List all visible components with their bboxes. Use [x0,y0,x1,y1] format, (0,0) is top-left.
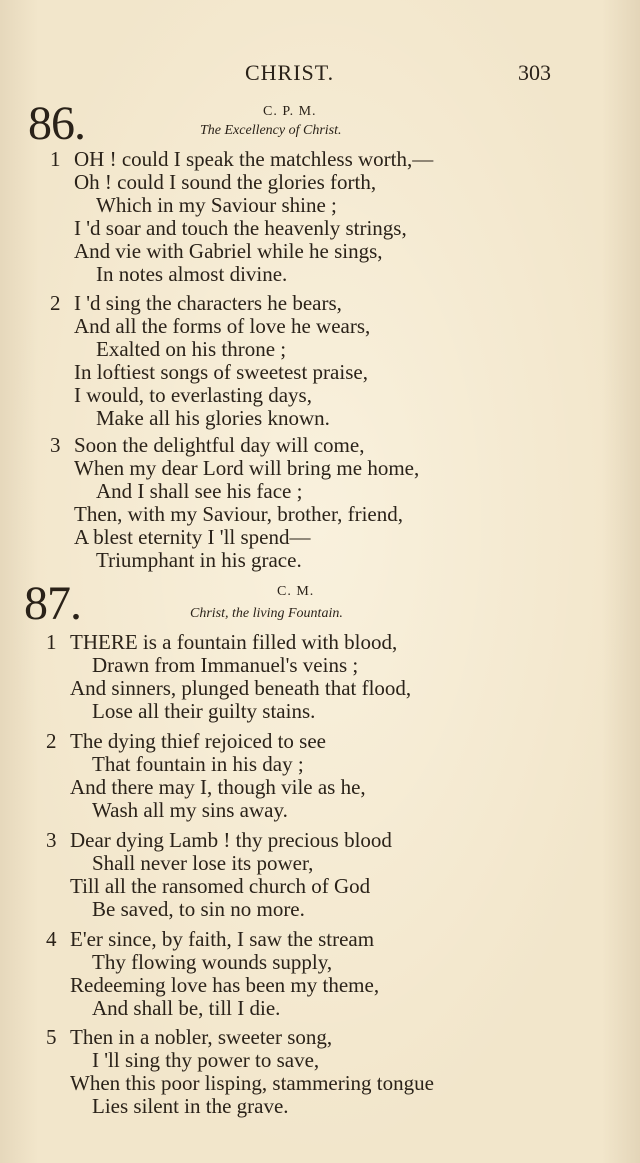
verse-line: I would, to everlasting days, [74,383,312,407]
verse-line: When my dear Lord will bring me home, [74,456,420,480]
verse-line: Drawn from Immanuel's veins ; [92,653,359,677]
verse-line: And sinners, plunged beneath that flood, [70,676,412,700]
verse-number: 5 [46,1025,57,1049]
verse-line: Wash all my sins away. [92,798,288,822]
verse-line: In notes almost divine. [96,262,288,286]
verse-line: Make all his glories known. [96,406,330,430]
verse-line: And vie with Gabriel while he sings, [74,239,383,263]
verse-line: I 'd soar and touch the heavenly strings, [74,216,407,240]
verse-number: 1 [46,630,57,654]
verse-line: I 'll sing thy power to save, [92,1048,320,1072]
hymn-number: 87 . [24,580,81,628]
verse-line: When this poor lisping, stammering tongue [70,1071,434,1095]
verse-line: Thy flowing wounds supply, [92,950,333,974]
verse-line: Shall never lose its power, [92,851,314,875]
verse-line: Soon the delightful day will come, [74,433,365,457]
hymn-meter: C. P. M. [263,104,317,119]
verse-line: I 'd sing the characters he bears, [74,291,342,315]
hymn-number: 86 . [28,100,85,148]
verse-number: 1 [50,147,61,171]
verse-line: Dear dying Lamb ! thy precious blood [70,828,392,852]
verse-line: Lies silent in the grave. [92,1094,289,1118]
hymn-title: Christ, the living Fountain. [190,606,343,621]
verse-line: And all the forms of love he wears, [74,314,371,338]
verse-line: And shall be, till I die. [92,996,281,1020]
verse-line: And I shall see his face ; [96,479,303,503]
verse-line: OH ! could I speak the matchless worth,— [74,147,434,171]
verse-number: 3 [50,433,61,457]
verse-line: A blest eternity I 'll spend— [74,525,311,549]
verse-line: Then in a nobler, sweeter song, [70,1025,333,1049]
verse-line: Lose all their guilty stains. [92,699,316,723]
verse-number: 4 [46,927,57,951]
verse-line: The dying thief rejoiced to see [70,729,326,753]
page-number: 303 [518,60,551,85]
verse-line: In loftiest songs of sweetest praise, [74,360,368,384]
hymn-meter: C. M. [277,584,315,599]
verse-line: Triumphant in his grace. [96,548,302,572]
verse-number: 2 [46,729,57,753]
verse-line: Then, with my Saviour, brother, friend, [74,502,403,526]
verse-line: E'er since, by faith, I saw the stream [70,927,375,951]
verse-line: That fountain in his day ; [92,752,304,776]
verse-line: And there may I, though vile as he, [70,775,366,799]
verse-line: THERE is a fountain filled with blood, [70,630,398,654]
verse-line: Be saved, to sin no more. [92,897,305,921]
running-head: CHRIST. [245,60,335,85]
verse-line: Which in my Saviour shine ; [96,193,337,217]
verse-line: Oh ! could I sound the glories forth, [74,170,377,194]
verse-number: 3 [46,828,57,852]
verse-line: Exalted on his throne ; [96,337,287,361]
verse-line: Till all the ransomed church of God [70,874,371,898]
verse-line: Redeeming love has been my theme, [70,973,380,997]
verse-number: 2 [50,291,61,315]
hymn-title: The Excellency of Christ. [200,123,342,138]
